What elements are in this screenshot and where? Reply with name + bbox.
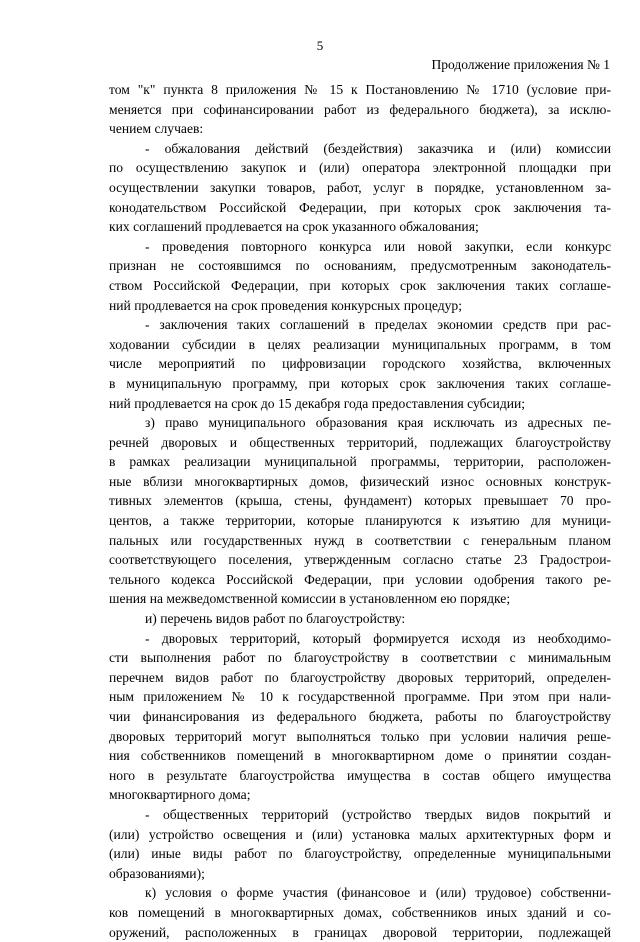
- text-line: ков помещений в многоквартирных домах, собственников иных зданий и со-: [109, 904, 611, 920]
- text-line: и) перечень видов работ по благоустройству:: [145, 611, 406, 627]
- text-line: тивных элементов (крыша, стены, фундамент) которых превышает 70 про-: [109, 493, 611, 509]
- text-line: соответствующего поселения, утвержденным согласно статье 23 Градострои-: [109, 552, 611, 568]
- text-line: пальных или государственных нужд в соответствии с генеральным планом: [109, 532, 611, 548]
- text-line: з) право муниципального образования края исключать из адресных пе-: [145, 415, 611, 431]
- text-line: речней дворовых и общественных территорий, подлежащих благоустройству: [109, 434, 611, 450]
- text-line: признан не состоявшимся по основаниям, предусмотренным законодатель-: [109, 258, 611, 274]
- text-line: оружений, расположенных в границах дворовой территории, подлежащей: [109, 924, 611, 940]
- text-line: сти выполнения работ по благоустройству в соответствии с минимальным: [109, 650, 611, 666]
- text-line: том "к" пункта 8 приложения № 15 к Постановлению № 1710 (условие при-: [109, 82, 611, 97]
- text-line: чением случаев:: [109, 121, 204, 137]
- text-line: тельного кодекса Российской Федерации, при условии одобрения такого ре-: [109, 571, 611, 587]
- text-line: конодательством Российской Федерации, при которых срок заключения та-: [109, 199, 611, 215]
- text-line: ний продлевается на срок проведения конкурсных процедур;: [109, 297, 462, 313]
- page-number: 5: [316, 38, 324, 53]
- text-line: шения на межведомственной комиссии в установленном ею порядке;: [109, 591, 511, 607]
- text-line: ний продлевается на срок до 15 декабря года предоставления субсидии;: [109, 395, 526, 411]
- text-line: ния собственников помещений в многоквартирном доме о принятии создан-: [109, 748, 611, 764]
- text-line: к) условия о форме участия (финансовое и (или) трудовое) собственни-: [145, 885, 611, 901]
- text-line: (или) иные виды работ по благоустройству, определенные муниципальными: [109, 846, 611, 862]
- text-line: - заключения таких соглашений в пределах экономии средств при рас-: [145, 317, 611, 333]
- text-line: ких соглашений продлевается на срок указанного обжалования;: [109, 219, 479, 235]
- text-line: многоквартирного дома;: [109, 787, 251, 803]
- text-line: ные вблизи многоквартирных домов, физический износ основных конструк-: [109, 473, 611, 489]
- text-line: центов, а также территории, которые планируются к изъятию для муници-: [109, 513, 611, 529]
- text-line: - дворовых территорий, который формируется исходя из необходимо-: [145, 630, 611, 646]
- text-line: по осуществлению закупок и (или) оператора электронной площадки при: [109, 160, 611, 176]
- text-line: - проведения повторного конкурса или новой закупки, если конкурс: [145, 238, 611, 254]
- text-line: (или) устройство освещения и (или) установка малых архитектурных форм и: [109, 826, 611, 842]
- text-line: ством Российской Федерации, при которых срок заключения таких соглаше-: [109, 277, 611, 293]
- text-line: - обжалования действий (бездействия) заказчика и (или) комиссии: [145, 140, 611, 156]
- text-line: образованиями);: [109, 865, 205, 881]
- running-head: Продолжение приложения № 1: [431, 57, 610, 72]
- text-line: чии финансирования из федерального бюджета, работы по благоустройству: [109, 709, 611, 724]
- text-line: осуществлении закупки товаров, работ, услуг в порядке, установленном за-: [109, 179, 611, 195]
- text-line: ного в результате благоустройства имущества в состав общего имущества: [109, 767, 611, 783]
- text-line: перечнем видов работ по благоустройству дворовых территорий, определен-: [109, 669, 611, 685]
- text-line: в муниципальную программу, при которых срок заключения таких соглаше-: [109, 375, 611, 391]
- text-line: дворовых территорий могут выполняться только при условии наличия реше-: [109, 728, 611, 744]
- text-line: - общественных территорий (устройство твердых видов покрытий и: [145, 806, 611, 822]
- text-line: меняется при софинансировании работ из федерального бюджета), за исклю-: [109, 101, 611, 117]
- text-line: в рамках реализации муниципальной программы, территории, расположен-: [109, 454, 611, 470]
- text-line: ным приложением № 10 к государственной программе. При этом при нали-: [109, 689, 611, 705]
- body-text: [109, 80, 611, 942]
- text-line: ходовании субсидии в целях реализации муниципальных программ, в том: [109, 336, 611, 352]
- text-line: числе мероприятий по цифровизации городского хозяйства, включенных: [109, 356, 611, 372]
